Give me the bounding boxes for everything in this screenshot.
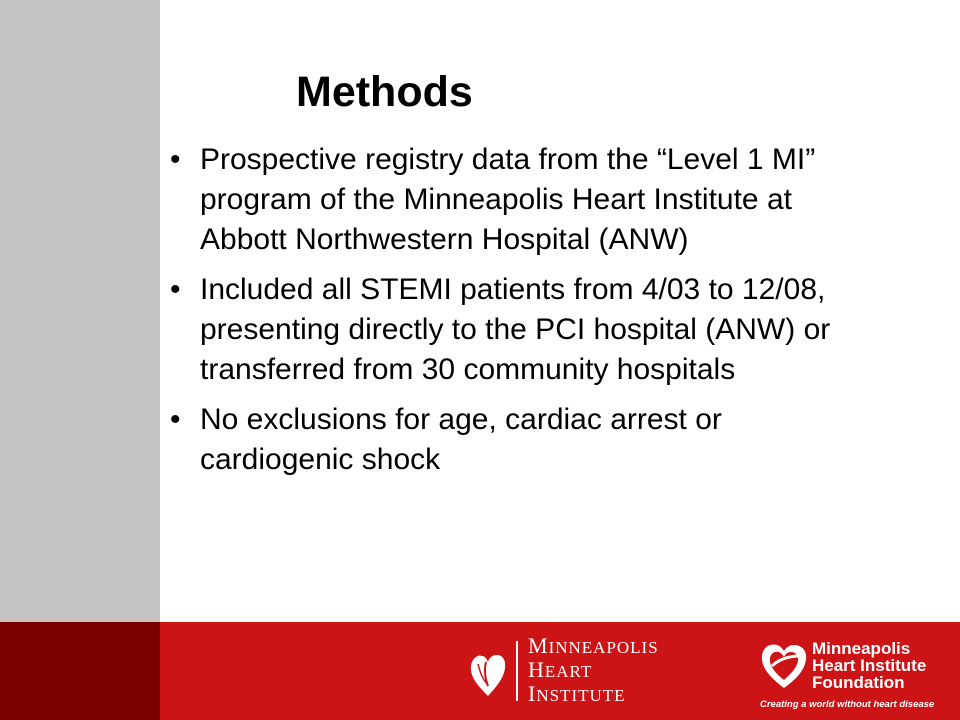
bullet-glyph: • xyxy=(170,143,181,176)
bullet-text: No exclusions for age, cardiac arrest or cardiogenic shock xyxy=(200,403,722,476)
bullet-item xyxy=(160,140,880,260)
minneapolis-heart-institute-foundation-logo xyxy=(758,636,948,716)
foundation-wordmark: Minneapolis Heart Institute Foundation xyxy=(812,639,927,692)
footer-bar xyxy=(0,622,960,720)
bullet-item xyxy=(160,400,880,480)
footer-dark-block xyxy=(0,622,160,720)
foundation-tagline: Creating a world without heart disease xyxy=(760,699,935,710)
bullet-glyph: • xyxy=(170,403,181,436)
logo-wordmark: MINNEAPOLIS HEART INSTITUTE xyxy=(528,633,659,706)
bullet-item xyxy=(160,270,880,390)
logo-divider xyxy=(516,641,518,701)
slide-title: Methods xyxy=(296,68,473,116)
left-gray-strip xyxy=(0,0,160,622)
bullet-text: Included all STEMI patients from 4/03 to 12/08, presenting directly to the PCI hospital (ANW) or transferred from 30 community hospitals xyxy=(200,273,831,386)
minneapolis-heart-institute-logo xyxy=(468,633,659,706)
bullet-glyph: • xyxy=(170,273,181,306)
heart-swoosh-icon xyxy=(758,636,810,694)
bullet-list xyxy=(160,140,880,490)
bullet-text: Prospective registry data from the “Level 1 MI” program of the Minneapolis Heart Institute at Abbott Northwestern Hospital (ANW) xyxy=(200,143,816,256)
heart-icon xyxy=(468,642,508,700)
